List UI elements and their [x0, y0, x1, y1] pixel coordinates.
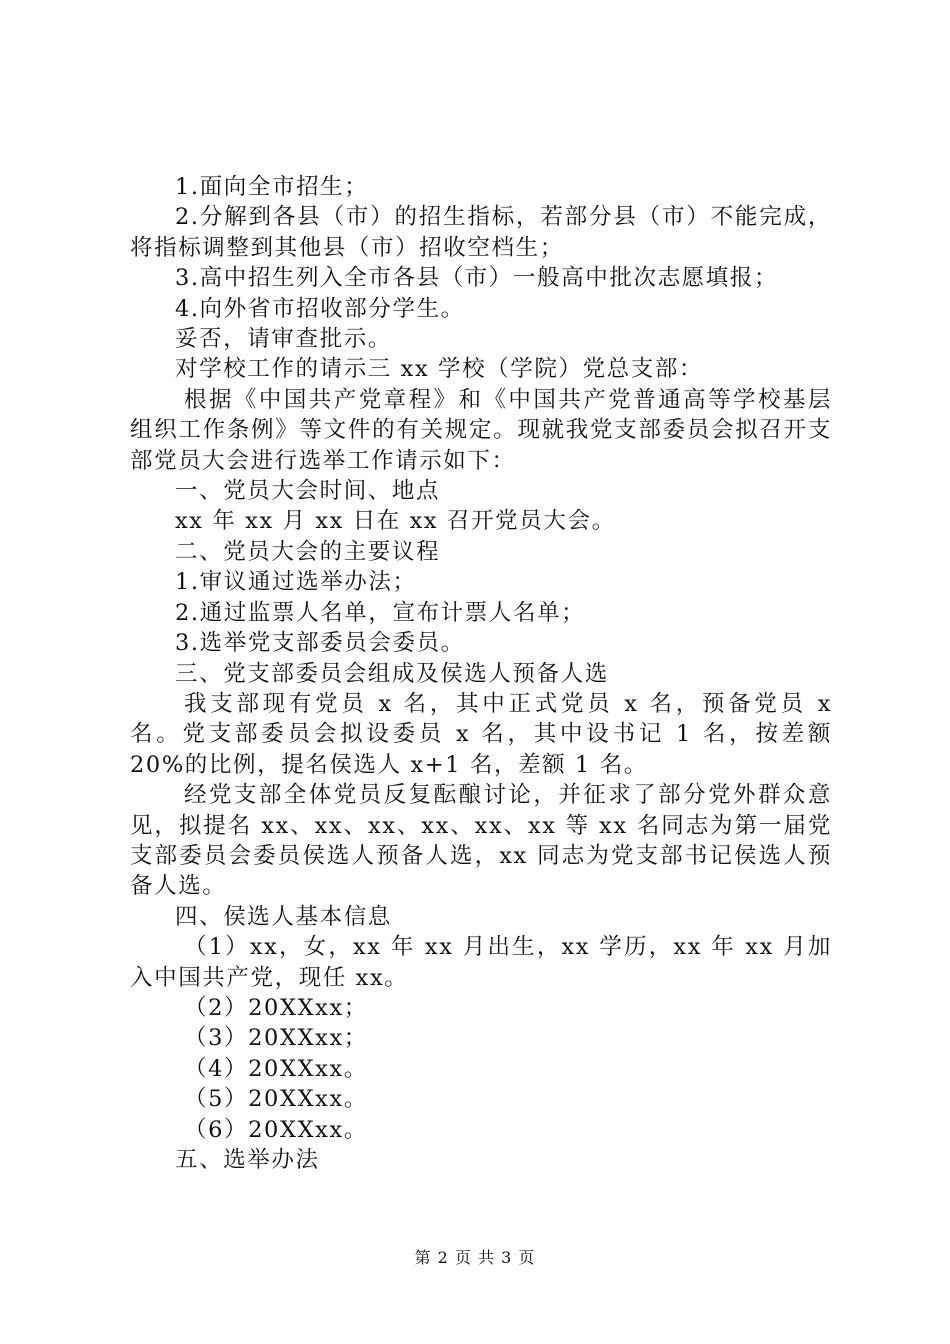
- section-heading: 三、党支部委员会组成及侯选人预备人选: [175, 660, 609, 687]
- section-heading: 二、党员大会的主要议程: [175, 538, 441, 565]
- paragraph: 3.高中招生列入全市各县（市）一般高中批次志愿填报；: [175, 265, 779, 292]
- paragraph: 4.向外省市招收部分学生。: [175, 295, 465, 322]
- section-heading: 五、选举办法: [175, 1147, 320, 1173]
- list-item: （5）20XXxx。: [184, 1086, 368, 1113]
- page-footer: [0, 1245, 950, 1268]
- list-item: （3）20XXxx；: [184, 1025, 368, 1052]
- section-heading: 一、党员大会时间、地点: [175, 478, 441, 505]
- paragraph: 3.选举党支部委员会委员。: [175, 630, 465, 657]
- document-body: [130, 172, 832, 1175]
- list-item: （4）20XXxx。: [184, 1055, 368, 1082]
- paragraph: xx 年 xx 月 xx 日在 xx 召开党员大会。: [175, 508, 616, 535]
- paragraph: 2.分解到各县（市）的招生指标，若部分县（市）不能完成，将指标调整到其他县（市）招收空档生；: [130, 204, 832, 261]
- paragraph: 我支部现有党员 x 名，其中正式党员 x 名，预备党员 x 名。党支部委员会拟设委员 x 名，其中设书记 1 名，按差额 20%的比例，提名侯选人 x+1 名，差额 1 名。: [130, 690, 832, 778]
- paragraph: 2.通过监票人名单，宣布计票人名单；: [175, 599, 586, 626]
- list-item: （6）20XXxx。: [184, 1116, 368, 1143]
- page-number: 第 2 页 共 3 页: [414, 1248, 536, 1267]
- paragraph: 妥否，请审查批示。: [175, 326, 392, 353]
- paragraph: 1.审议通过选举办法；: [175, 569, 417, 596]
- paragraph: （1）xx，女，xx 年 xx 月出生，xx 学历，xx 年 xx 月加入中国共产党，现任 xx。: [130, 934, 832, 991]
- paragraph: 经党支部全体党员反复酝酿讨论，并征求了部分党外群众意见，拟提名 xx、xx、xx、xx、xx、xx 等 xx 名同志为第一届党支部委员会委员侯选人预备人选，xx 同志为党支部书记侯选人预备人选。: [130, 782, 832, 900]
- paragraph: 1.面向全市招生；: [175, 174, 369, 200]
- paragraph: 对学校工作的请示三 xx 学校（学院）党总支部：: [175, 356, 704, 383]
- section-heading: 四、侯选人基本信息: [175, 903, 392, 930]
- list-item: （2）20XXxx；: [184, 994, 368, 1021]
- paragraph: 根据《中国共产党章程》和《中国共产党普通高等学校基层组织工作条例》等文件的有关规定。现就我党支部委员会拟召开支部党员大会进行选举工作请示如下：: [130, 386, 832, 474]
